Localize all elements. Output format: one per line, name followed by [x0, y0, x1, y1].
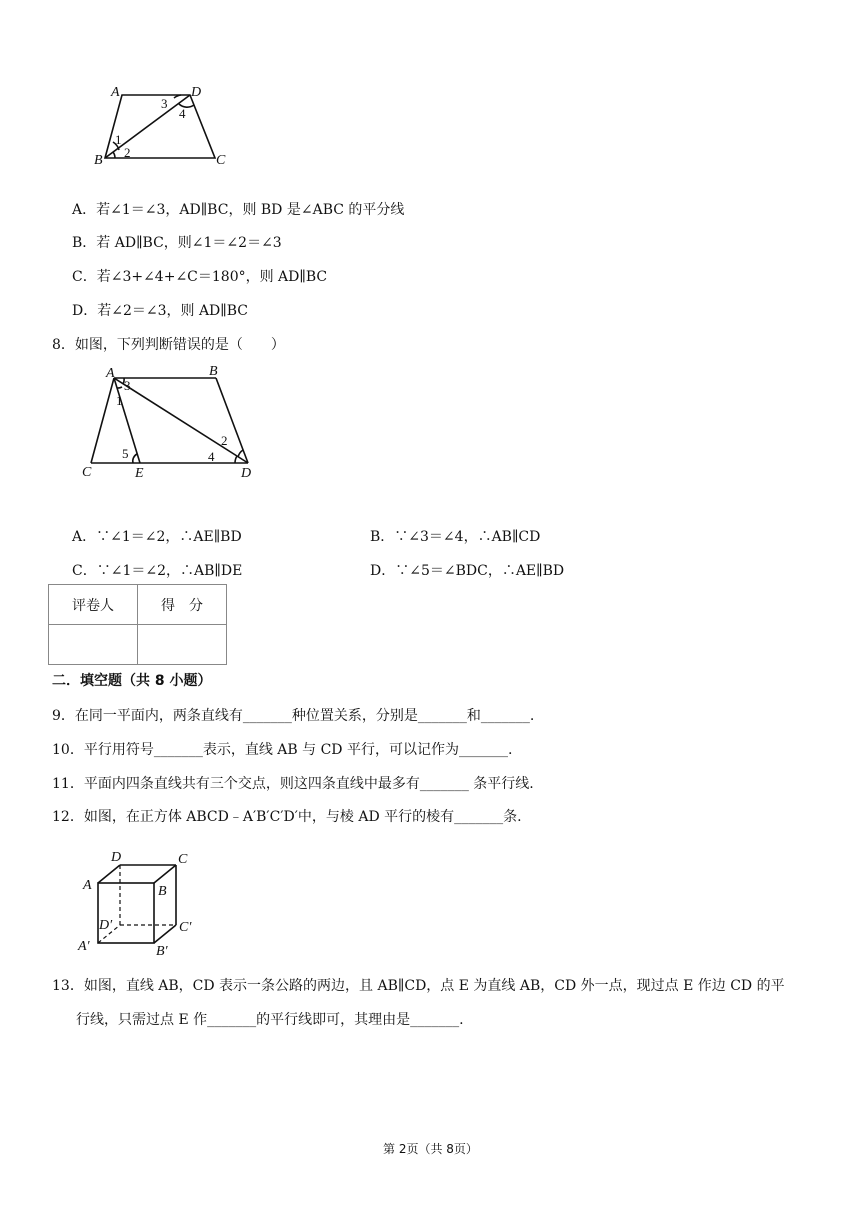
- fig2-angle-2: 2: [221, 433, 228, 448]
- fig3-label-C1: C′: [179, 920, 192, 935]
- fig3-label-B: B: [158, 884, 167, 899]
- fig1-label-A: A: [111, 85, 120, 100]
- question-13-line1: 13．如图，直线 AB，CD 表示一条公路的两边，且 AB∥CD，点 E 为直线 AB，CD 外一点，现过点 E 作边 CD 的平: [52, 978, 785, 994]
- fig1-label-D: D: [191, 85, 202, 100]
- score-table-grader-header: 评卷人: [49, 585, 138, 625]
- score-table-score-header: 得 分: [138, 585, 227, 625]
- trapezoid-figure-q7: [85, 78, 235, 173]
- q8-option-c: C．∵∠1＝∠2，∴AB∥DE: [72, 563, 243, 579]
- score-table-score-cell[interactable]: [138, 625, 227, 665]
- fig2-angle-5: 5: [122, 446, 129, 461]
- fig2-label-E: E: [135, 466, 144, 481]
- fig1-angle-4: 4: [179, 106, 186, 121]
- question-10: 10．平行用符号_______表示，直线 AB 与 CD 平行，可以记作为_______.: [52, 742, 513, 758]
- fig2-label-B: B: [209, 364, 218, 379]
- fig2-label-C: C: [82, 465, 92, 480]
- fig1-label-C: C: [216, 153, 226, 168]
- q8-option-b: B．∵∠3＝∠4，∴AB∥CD: [370, 529, 541, 545]
- fig3-label-D1: D′: [99, 918, 113, 933]
- score-table: [48, 584, 227, 665]
- fig2-label-D: D: [241, 466, 252, 481]
- fig2-angle-3: 3: [124, 378, 131, 393]
- fig2-label-A: A: [106, 366, 115, 381]
- cube-figure-q12: [74, 844, 214, 959]
- page-footer: 第 2页（共 8页）: [383, 1142, 478, 1156]
- q7-option-b: B．若 AD∥BC，则∠1＝∠2＝∠3: [72, 235, 282, 251]
- question-11: 11．平面内四条直线共有三个交点，则这四条直线中最多有_______ 条平行线.: [52, 776, 534, 792]
- fig3-label-B1: B′: [156, 944, 168, 959]
- q8-option-a: A．∵∠1＝∠2，∴AE∥BD: [72, 529, 242, 545]
- fig1-angle-1: 1: [115, 132, 122, 147]
- q8-stem: 8．如图，下列判断错误的是（ ）: [52, 337, 285, 353]
- score-table-grader-cell[interactable]: [49, 625, 138, 665]
- fig3-label-C: C: [178, 852, 188, 867]
- q7-option-a: A．若∠1＝∠3，AD∥BC，则 BD 是∠ABC 的平分线: [72, 202, 405, 218]
- q7-option-d: D．若∠2＝∠3，则 AD∥BC: [72, 303, 249, 319]
- q8-option-d: D．∵∠5＝∠BDC，∴AE∥BD: [370, 563, 565, 579]
- fig3-label-D: D: [111, 850, 122, 865]
- fig1-angle-2: 2: [124, 145, 131, 160]
- question-12: 12．如图，在正方体 ABCD﹣A′B′C′D′中，与棱 AD 平行的棱有_______条.: [52, 809, 522, 825]
- question-13-line2: 行线，只需过点 E 作_______的平行线即可，其理由是_______.: [76, 1012, 464, 1028]
- quadrilateral-figure-q8: [78, 360, 268, 485]
- fig3-label-A1: A′: [78, 939, 90, 954]
- fig1-label-B: B: [94, 153, 103, 168]
- question-9: 9．在同一平面内，两条直线有_______种位置关系，分别是_______和_______.: [52, 708, 535, 724]
- q7-option-c: C．若∠3+∠4+∠C＝180°，则 AD∥BC: [72, 269, 328, 285]
- fig3-label-A: A: [83, 878, 92, 893]
- fig1-angle-3: 3: [161, 96, 168, 111]
- section-heading: 二．填空题（共 8 小题）: [52, 673, 212, 689]
- fig2-angle-4: 4: [208, 449, 215, 464]
- fig2-angle-1: 1: [116, 393, 123, 408]
